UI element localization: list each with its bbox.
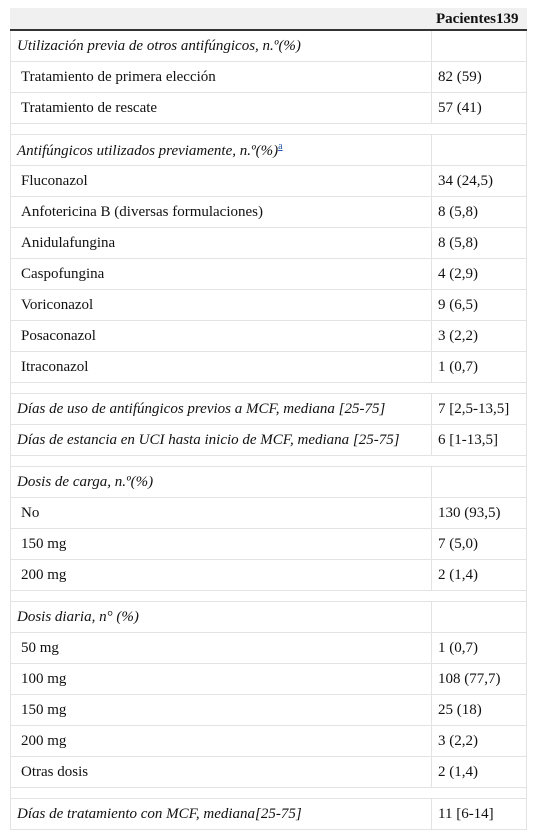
row-label-text: Posaconazol <box>21 327 96 344</box>
row-label-text: 150 mg <box>21 535 67 552</box>
row-label <box>11 726 432 757</box>
section-header-row <box>11 30 527 62</box>
row-value: 2 (1,4) <box>432 757 527 788</box>
row-value: 8 (5,8) <box>432 228 527 259</box>
row-label <box>11 799 432 830</box>
header-patients-cell: Pacientes139 <box>432 9 527 31</box>
section-label <box>11 135 432 166</box>
row-value: 6 [1-13,5] <box>432 425 527 456</box>
row-label-text: 150 mg <box>21 701 67 718</box>
table-row <box>11 197 527 228</box>
section-header-row <box>11 602 527 633</box>
row-value: 4 (2,9) <box>432 259 527 290</box>
row-value: 25 (18) <box>432 695 527 726</box>
table-row <box>11 664 527 695</box>
table-row <box>11 425 527 456</box>
row-label-text: Caspofungina <box>21 265 105 282</box>
section-header-row <box>11 467 527 498</box>
section-header-row <box>11 135 527 166</box>
table-row <box>11 166 527 197</box>
data-table <box>10 8 527 830</box>
row-label <box>11 259 432 290</box>
spacer-row <box>11 383 527 394</box>
spacer-row <box>11 124 527 135</box>
section-label <box>11 467 432 498</box>
row-label <box>11 425 432 456</box>
row-value: 108 (77,7) <box>432 664 527 695</box>
table-row <box>11 529 527 560</box>
row-label <box>11 394 432 425</box>
row-label-text: Antifúngicos utilizados previamente, n.º(%) <box>17 142 279 159</box>
row-label <box>11 93 432 124</box>
table-container <box>10 8 526 830</box>
spacer-row <box>11 591 527 602</box>
row-label <box>11 529 432 560</box>
table-row <box>11 633 527 664</box>
spacer-cell <box>11 383 527 394</box>
row-label-text: Tratamiento de rescate <box>21 99 158 116</box>
row-label-text: Otras dosis <box>21 763 89 780</box>
row-label <box>11 757 432 788</box>
table-row <box>11 757 527 788</box>
row-label-text: 200 mg <box>21 566 67 583</box>
row-value <box>432 467 527 498</box>
row-value: 8 (5,8) <box>432 197 527 228</box>
row-label <box>11 664 432 695</box>
row-label-text: Fluconazol <box>21 172 88 189</box>
spacer-cell <box>11 788 527 799</box>
table-row <box>11 259 527 290</box>
row-value <box>432 30 527 62</box>
table-row <box>11 352 527 383</box>
row-value: 57 (41) <box>432 93 527 124</box>
spacer-row <box>11 456 527 467</box>
row-value: 3 (2,2) <box>432 726 527 757</box>
row-label <box>11 228 432 259</box>
row-label-text: 50 mg <box>21 639 59 656</box>
row-value: 130 (93,5) <box>432 498 527 529</box>
row-value: 3 (2,2) <box>432 321 527 352</box>
row-label <box>11 633 432 664</box>
section-label <box>11 30 432 62</box>
table-row <box>11 321 527 352</box>
row-label-text: Anfotericina B (diversas formulaciones) <box>21 203 263 220</box>
spacer-cell <box>11 591 527 602</box>
row-value: 11 [6-14] <box>432 799 527 830</box>
row-value: 34 (24,5) <box>432 166 527 197</box>
row-value: 82 (59) <box>432 62 527 93</box>
row-label <box>11 62 432 93</box>
table-row <box>11 62 527 93</box>
table-row <box>11 498 527 529</box>
row-label-text: Itraconazol <box>21 358 89 375</box>
row-label-text: Días de uso de antifúngicos previos a MCF, mediana [25-75] <box>17 400 386 417</box>
table-row <box>11 228 527 259</box>
table-row <box>11 394 527 425</box>
spacer-cell <box>11 456 527 467</box>
row-label-text: 200 mg <box>21 732 67 749</box>
row-label-text: 100 mg <box>21 670 67 687</box>
header-label-cell <box>11 9 432 31</box>
table-row <box>11 695 527 726</box>
row-label <box>11 352 432 383</box>
row-label-text: Voriconazol <box>21 296 94 313</box>
table-header-row <box>11 9 527 31</box>
table-body <box>11 30 527 830</box>
row-label-text: Días de estancia en UCI hasta inicio de MCF, mediana [25-75] <box>17 431 400 448</box>
row-label-text: Utilización previa de otros antifúngicos, n.º(%) <box>17 37 301 54</box>
row-label <box>11 321 432 352</box>
row-value: 7 [2,5-13,5] <box>432 394 527 425</box>
table-row <box>11 799 527 830</box>
row-value: 1 (0,7) <box>432 352 527 383</box>
spacer-cell <box>11 124 527 135</box>
row-value <box>432 135 527 166</box>
row-label-text: Días de tratamiento con MCF, mediana[25-75] <box>17 805 302 822</box>
row-label <box>11 560 432 591</box>
row-value: 9 (6,5) <box>432 290 527 321</box>
row-value: 7 (5,0) <box>432 529 527 560</box>
row-value <box>432 602 527 633</box>
row-label-text: Dosis diaria, n° (%) <box>17 608 139 625</box>
row-label <box>11 695 432 726</box>
row-label <box>11 290 432 321</box>
row-label <box>11 498 432 529</box>
spacer-row <box>11 788 527 799</box>
row-value: 2 (1,4) <box>432 560 527 591</box>
table-row <box>11 726 527 757</box>
row-label-text: Dosis de carga, n.º(%) <box>17 473 154 490</box>
section-label <box>11 602 432 633</box>
row-label <box>11 166 432 197</box>
row-label-text: Anidulafungina <box>21 234 116 251</box>
table-row <box>11 93 527 124</box>
row-label <box>11 197 432 228</box>
row-label-text: No <box>21 504 40 521</box>
footnote-link[interactable]: a <box>278 140 283 152</box>
table-row <box>11 290 527 321</box>
row-label-text: Tratamiento de primera elección <box>21 68 216 85</box>
table-row <box>11 560 527 591</box>
row-value: 1 (0,7) <box>432 633 527 664</box>
